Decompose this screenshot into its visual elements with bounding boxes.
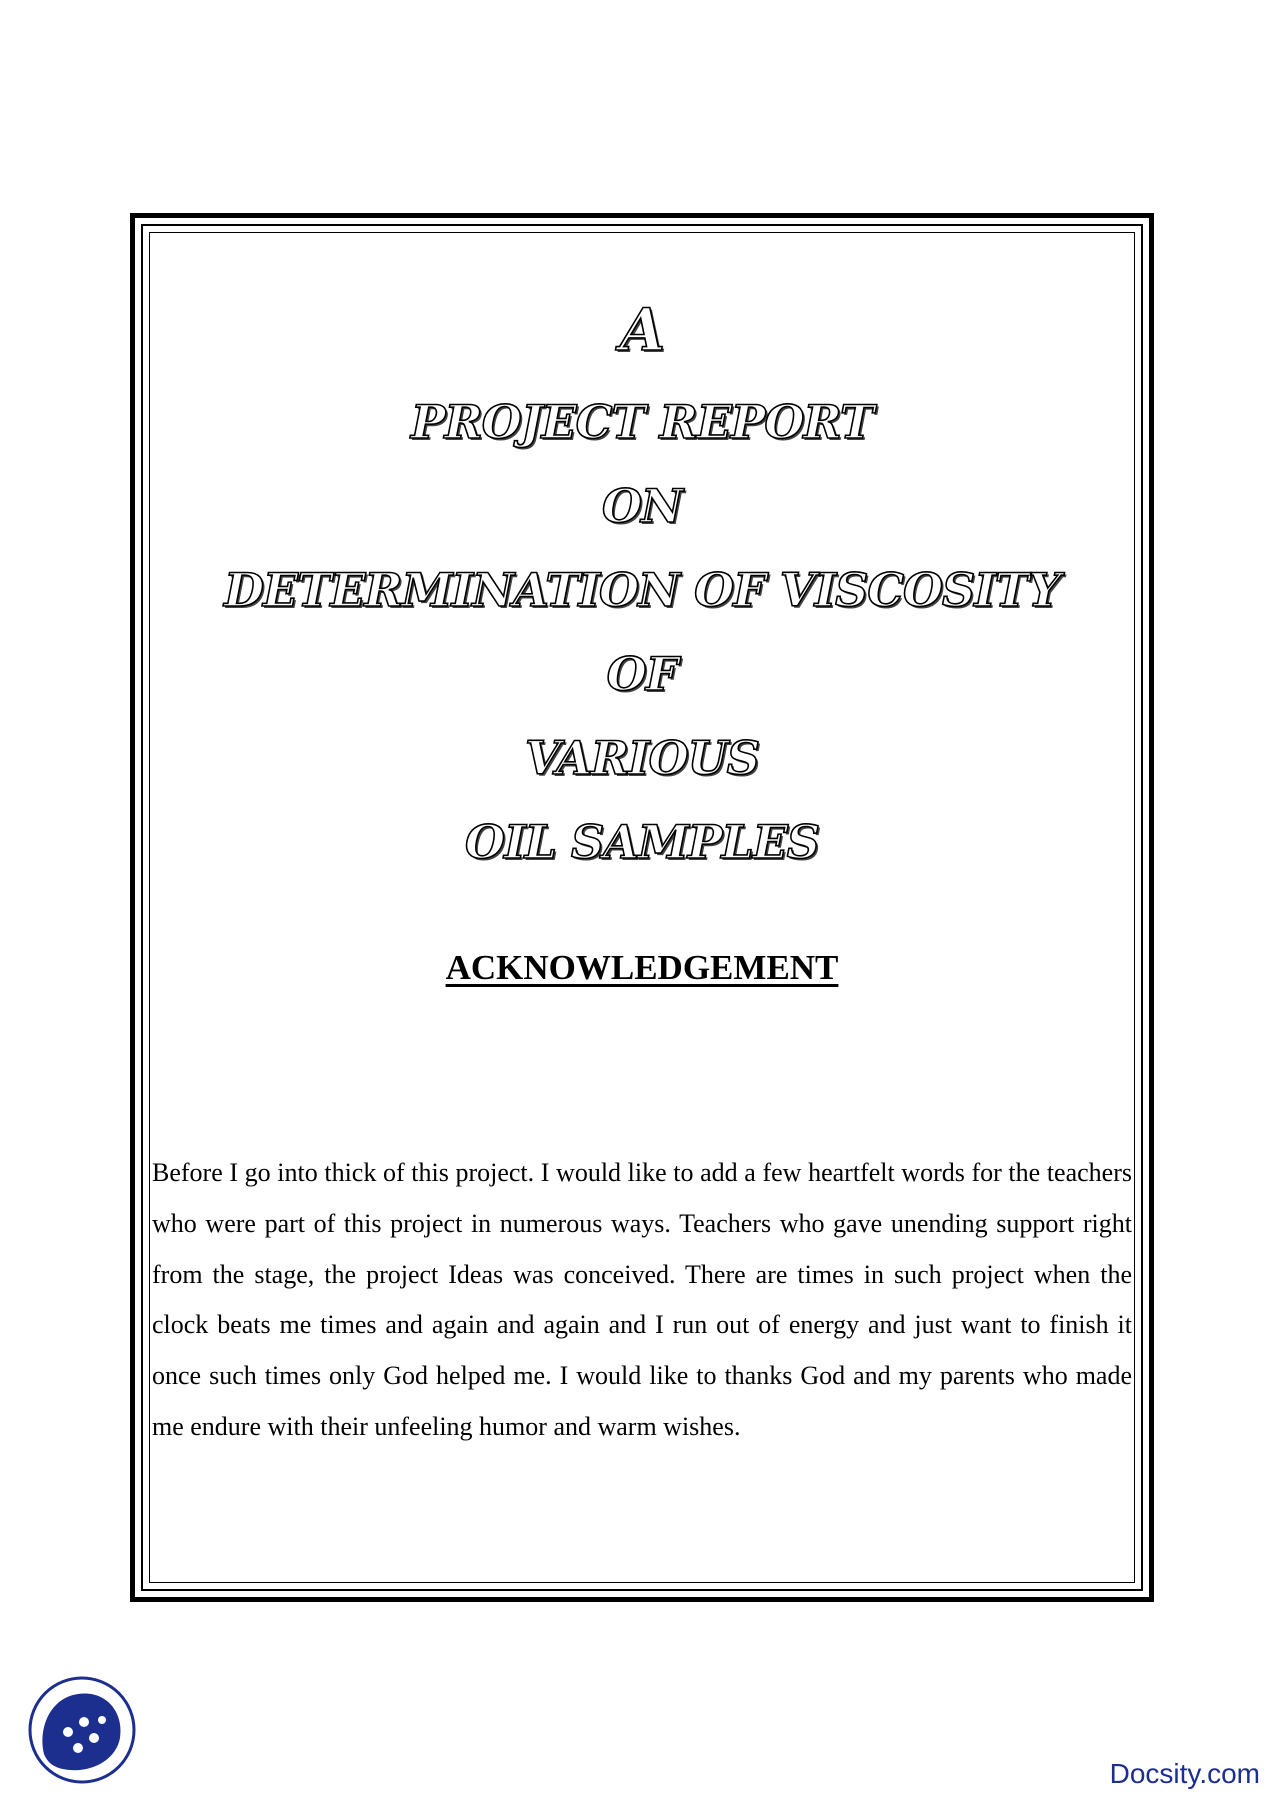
docsity-brand-text[interactable]: Docsity.com [1109,1758,1260,1789]
title-line-various: VARIOUS [525,731,759,785]
acknowledgement-heading: ACKNOWLEDGEMENT [445,948,839,987]
acknowledgement-paragraph: Before I go into thick of this project. I would like to add a few heartfelt words for the teachers who were part of this project in numerous ways. Teachers who gave unending support right from the stage, the project Ideas was conceived. There are times in such project when the clock beats me times and again and again and I run out of energy and just want to finish it once such times only God helped me. I would like to thanks God and my parents who made me endure with their unfeeling humor and warm wishes. [152,1158,1132,1441]
title-line-of: OF [606,647,678,701]
title-line-on: ON [601,479,683,533]
title-line-oil-samples: OIL SAMPLES [465,815,819,869]
title-line-a: A [619,296,664,364]
title-block [152,280,1132,990]
docsity-logo-icon[interactable] [28,1676,136,1784]
title-line-project-report: PROJECT REPORT [410,395,874,449]
title-line-determination: DETERMINATION OF VISCOSITY [224,563,1060,617]
